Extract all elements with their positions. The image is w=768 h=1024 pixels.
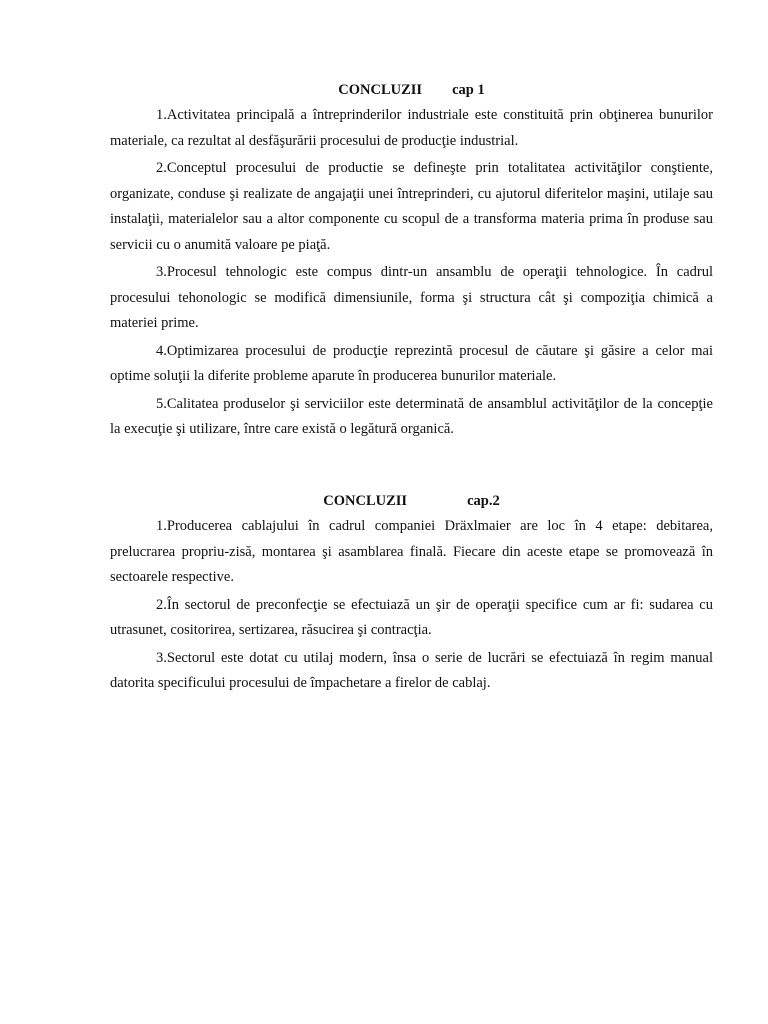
conclusion-paragraph: 2.Conceptul procesului de productie se defineşte prin totalitatea activităţilor conştiente, organizate, conduse şi realizate de angajaţii unei întreprinderi, cu ajutorul diferitelor maşini, utilaje sau instalaţii, materialelor sau a altor componente cu scopul de a transforma materia prima în produse sau servicii cu o anumită valoare pe piaţă. bbox=[110, 160, 713, 253]
conclusion-paragraph: 2.În sectorul de preconfecţie se efectuiază un şir de operaţii specifice cum ar fi: sudarea cu utrasunet, cositorirea, sertizarea, răsucirea şi contracţia. bbox=[110, 596, 713, 638]
chapter-label: cap 1 bbox=[452, 82, 485, 98]
section-heading bbox=[110, 491, 713, 511]
conclusion-paragraph: 4.Optimizarea procesului de producţie reprezintă procesul de căutare şi găsire a celor mai optime soluţii la diferite probleme aparute în producerea bunurilor materiale. bbox=[110, 342, 713, 384]
conclusion-paragraph: 1.Producerea cablajului în cadrul companiei Dräxlmaier are loc în 4 etape: debitarea, prelucrarea propriu-zisă, montarea şi asamblarea finală. Fiecare din aceste etape se promovează în sectoarele respective. bbox=[110, 518, 713, 585]
section-cap-2 bbox=[110, 491, 713, 699]
conclusion-paragraph: 5.Calitatea produselor şi serviciilor este determinată de ansamblul activităţilor de la concepţie la execuţie şi utilizare, între care există o legătură organică. bbox=[110, 395, 713, 437]
conclusion-paragraph: 3.Procesul tehnologic este compus dintr-un ansamblu de operaţii tehnologice. În cadrul procesului tehonologic se modifică dimensiunile, forma şi structura cât şi compoziţia chimică a materiei prime. bbox=[110, 264, 713, 331]
section-title: CONCLUZII bbox=[338, 82, 423, 98]
section-title: CONCLUZII bbox=[323, 493, 408, 509]
conclusion-paragraph: 1.Activitatea principală a întreprinderilor industriale este constituită prin obţinerea bunurilor materiale, ca rezultat al desfăşurării procesului de producţie industrial. bbox=[110, 107, 713, 149]
conclusion-paragraph: 3.Sectorul este dotat cu utilaj modern, însa o serie de lucrări se efectuiază în regim manual datorita specificului procesului de împachetare a firelor de cablaj. bbox=[110, 649, 713, 691]
section-heading bbox=[110, 80, 713, 100]
chapter-label: cap.2 bbox=[467, 493, 500, 509]
section-cap-1 bbox=[110, 80, 713, 445]
